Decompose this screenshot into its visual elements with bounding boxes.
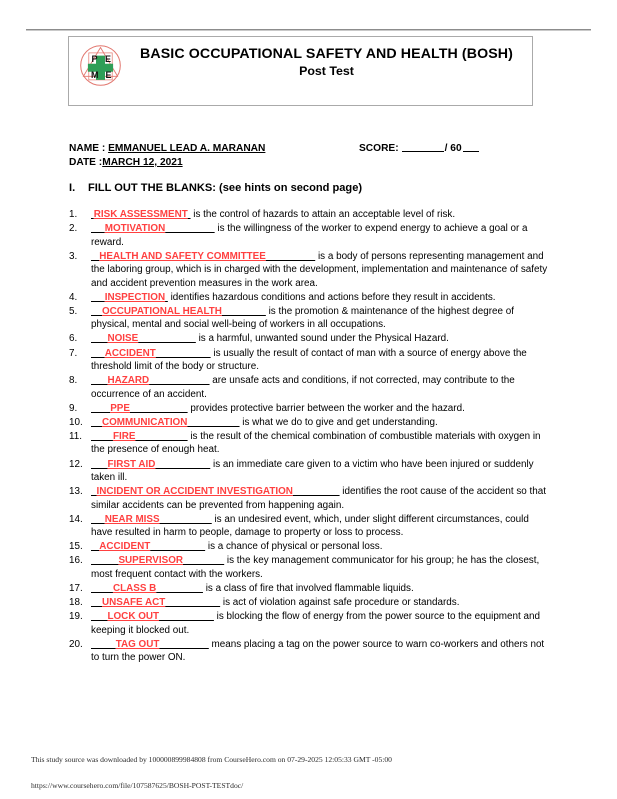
answer-blank-lead (91, 583, 113, 594)
answer-blank-tail (155, 459, 210, 470)
answer-blank-lead (91, 292, 105, 303)
question-text: is a body of persons representing management and the laboring group, which is in charged with the development, implementation and maintenance of safety and accident prevention measures in the work area. (91, 250, 548, 289)
question-item (69, 402, 552, 416)
question-item (69, 374, 552, 401)
answer-blank-lead (91, 333, 107, 344)
question-text: provides protective barrier between the worker and the hazard. (187, 402, 465, 414)
question-text: is a harmful, unwanted sound under the Physical Hazard. (195, 333, 449, 345)
answer-blank-tail (266, 251, 315, 262)
answer-blank-lead (91, 306, 102, 317)
date-value: MARCH 12, 2021 (102, 156, 183, 168)
question-number: 1. (69, 209, 78, 220)
answer-blank-lead (91, 375, 107, 386)
questions-list (69, 208, 552, 665)
question-number: 6. (69, 333, 78, 345)
answer-text: LOCK OUT (107, 611, 160, 623)
question-text: is a chance of physical or personal loss. (205, 541, 383, 553)
answer-blank-lead (91, 597, 102, 608)
question-number: 10. (69, 416, 83, 428)
question-text: is the result of the chemical combination of combustible materials with oxygen in the presence of enough heat. (91, 430, 541, 456)
answer-blank-lead (91, 555, 118, 566)
answer-blank-lead (91, 223, 105, 234)
answer-text: HEALTH AND SAFETY COMMITTEE (99, 250, 266, 262)
answer-text: TAG OUT (115, 638, 160, 650)
question-text: is an immediate care given to a victim who have been injured or suddenly taken ill. (91, 458, 534, 484)
question-number: 8. (69, 375, 78, 387)
question-number: 16. (69, 555, 83, 567)
answer-blank-tail (160, 514, 212, 525)
date-row (69, 156, 539, 170)
answer-text: ACCIDENT (99, 541, 151, 553)
question-number: 2. (69, 223, 78, 235)
answer-blank-lead (91, 348, 105, 359)
answer-blank-tail (138, 333, 196, 344)
answer-blank-tail (165, 223, 214, 234)
answer-text: RISK ASSESSMENT (93, 209, 188, 220)
question-item (69, 638, 552, 665)
question-number: 13. (69, 486, 83, 498)
question-item (69, 430, 552, 457)
question-number: 15. (69, 541, 83, 553)
score-label: SCORE: (359, 143, 399, 154)
document-header-box (68, 36, 533, 106)
answer-text: FIRE (112, 430, 136, 442)
answer-text: CLASS B (112, 583, 157, 594)
question-text: is an undesired event, which, under slight different circumstances, could have resulted in harm to people, damage to property or loss to process. (91, 513, 529, 539)
answer-text: UNSAFE ACT (101, 597, 166, 609)
answer-text: ACCIDENT (104, 347, 156, 359)
date-label: DATE : (69, 156, 103, 168)
question-item (69, 582, 552, 596)
score-blank (402, 151, 444, 152)
question-text: is the willingness of the worker to expend energy to achieve a goal or a reward. (91, 223, 528, 248)
document-subtitle: Post Test (299, 64, 354, 79)
answer-text: INSPECTION (104, 291, 166, 303)
question-text: is act of violation against safe procedure or standards. (220, 597, 460, 609)
answer-blank-lead (91, 403, 110, 414)
question-item (69, 610, 552, 637)
section-heading (69, 182, 362, 194)
question-text: is what we do to give and get understanding. (239, 416, 438, 428)
answer-text: HAZARD (107, 375, 150, 387)
question-item (69, 513, 552, 540)
question-text: are unsafe acts and conditions, if not corrected, may contribute to the occurrence of an accident. (91, 375, 515, 400)
identity-block (69, 142, 539, 170)
answer-blank-tail (159, 639, 208, 650)
answer-blank-tail (293, 486, 340, 497)
question-text: is blocking the flow of energy from the power source to the equipment and keeping it blocked out. (91, 611, 540, 636)
answer-text: INCIDENT OR ACCIDENT INVESTIGATION (96, 486, 293, 498)
answer-blank-tail (135, 431, 187, 442)
question-text: is the key management communicator for his group; he has the closest, most frequent contact with the workers. (91, 555, 540, 580)
score-total: / 60 (444, 143, 462, 154)
question-number: 5. (69, 305, 78, 317)
question-item (69, 347, 552, 374)
answer-blank-lead (91, 639, 116, 650)
question-number: 18. (69, 597, 83, 609)
answer-text: PPE (110, 402, 130, 414)
answer-text: COMMUNICATION (101, 416, 188, 428)
coursehero-source-url: https://www.coursehero.com/file/107587625/BOSH-POST-TESTdoc/ (31, 781, 244, 790)
svg-text:E: E (104, 70, 111, 81)
answer-blank-tail (156, 348, 211, 359)
question-item (69, 485, 552, 512)
answer-text: FIRST AID (107, 458, 156, 470)
question-number: 17. (69, 583, 83, 594)
answer-blank-lead (91, 611, 107, 622)
question-text: identifies hazardous conditions and actions before they result in accidents. (167, 291, 496, 303)
question-text: is usually the result of contact of man with a source of energy above the threshold limit of the body or structure. (91, 347, 527, 373)
question-text: is the control of hazards to attain an acceptable level of risk. (190, 209, 456, 220)
question-item (69, 416, 552, 430)
answer-blank-tail (183, 555, 224, 566)
question-text: is the promotion & maintenance of the highest degree of physical, mental and social well-being of workers in all occupations. (91, 305, 514, 331)
score-row (359, 142, 479, 156)
answer-blank-tail (187, 417, 239, 428)
question-item (69, 596, 552, 610)
question-number: 7. (69, 347, 78, 359)
question-item (69, 208, 552, 222)
section-numeral: I. (69, 182, 76, 194)
question-number: 3. (69, 250, 78, 262)
answer-blank-tail (150, 541, 205, 552)
answer-blank-lead (91, 417, 102, 428)
question-number: 14. (69, 513, 83, 525)
question-number: 12. (69, 458, 83, 470)
svg-text:P: P (91, 53, 98, 64)
name-row (69, 142, 539, 156)
answer-blank-tail (159, 611, 214, 622)
answer-text: MOTIVATION (104, 223, 166, 235)
score-total-blank (463, 151, 479, 152)
question-number: 4. (69, 291, 78, 303)
question-number: 20. (69, 638, 83, 650)
answer-text: NOISE (107, 333, 139, 345)
answer-blank-tail (222, 306, 266, 317)
question-number: 11. (69, 430, 82, 442)
answer-blank-lead (91, 431, 113, 442)
answer-blank-lead (91, 514, 105, 525)
question-item (69, 291, 552, 305)
section-heading-text: FILL OUT THE BLANKS: (see hints on second page) (88, 182, 363, 194)
coursehero-download-note: This study source was downloaded by 100000899984808 from CourseHero.com on 07-29-2025 12:05:33 GMT -05:00 (31, 755, 392, 764)
logo-container (69, 37, 131, 88)
question-number: 19. (69, 611, 83, 623)
question-number: 9. (69, 402, 78, 414)
question-item (69, 222, 552, 249)
name-value: EMMANUEL LEAD A. MARANAN (108, 143, 266, 154)
question-item (69, 305, 552, 332)
svg-text:M: M (90, 70, 99, 81)
question-text: identifies the root cause of the accident so that similar accidents can be prevented from happening again. (91, 486, 546, 511)
question-item (69, 540, 552, 554)
question-item (69, 458, 552, 485)
answer-text: NEAR MISS (104, 513, 160, 525)
title-text-block (131, 37, 532, 79)
question-item (69, 250, 552, 291)
question-text: is a class of fire that involved flammable liquids. (202, 583, 414, 594)
answer-text: SUPERVISOR (118, 555, 184, 567)
answer-text: OCCUPATIONAL HEALTH (101, 305, 222, 317)
answer-blank-tail (130, 403, 188, 414)
page-top-rule (26, 29, 591, 31)
answer-blank-lead (91, 459, 107, 470)
question-text: means placing a tag on the power source to warn co-workers and others not to turn the power ON. (91, 638, 545, 664)
question-item (69, 554, 552, 581)
question-item (69, 332, 552, 346)
answer-blank-lead (91, 541, 99, 552)
svg-text:E: E (104, 53, 111, 64)
answer-blank-tail (156, 583, 203, 594)
answer-blank-tail (165, 597, 220, 608)
answer-blank-lead (91, 251, 99, 262)
answer-blank-tail (149, 375, 209, 386)
document-title: BASIC OCCUPATIONAL SAFETY AND HEALTH (BOSH) (140, 46, 513, 62)
name-label: NAME : (69, 143, 106, 154)
peme-green-cross-logo (78, 43, 123, 88)
